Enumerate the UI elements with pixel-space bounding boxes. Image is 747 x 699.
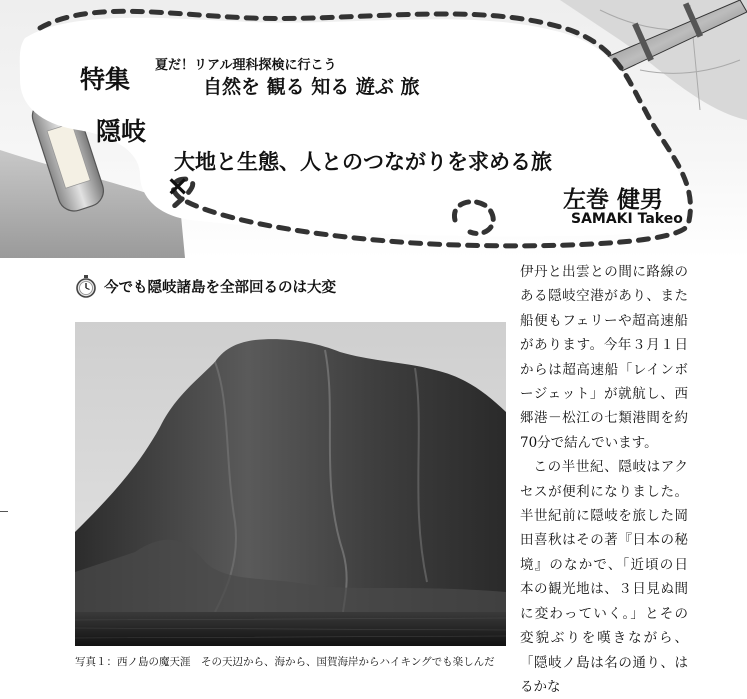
author-romaji: SAMAKI Takeo (571, 211, 683, 227)
article-subtitle: 大地と生態、人とのつながりを求める旅 (174, 150, 552, 174)
author-name: 左巻 健男 (563, 187, 664, 213)
section-heading (74, 273, 336, 299)
margin-mark (0, 511, 8, 512)
headline: 自然を 観る 知る 遊ぶ 旅 (203, 76, 420, 98)
body-paragraph: 伊丹と出雲との間に路線のある隠岐空港があり、また船便もフェリーや超高速船があります。今年３月１日からは超高速船「レインボージェット」が就航し、西郷港－松江の七類港間を約70分で結んでいます。 (520, 264, 688, 451)
article-body (520, 260, 688, 699)
article-header (0, 0, 747, 258)
section-title: 今でも隠岐諸島を全部回るのは大変 (104, 279, 336, 296)
feature-label: 特集 (80, 65, 131, 94)
cross-mark: × (166, 169, 190, 202)
kicker-text: 夏だ！リアル理科探検に行こう (155, 58, 337, 73)
cliff-photo (75, 322, 506, 646)
stopwatch-icon (74, 274, 98, 298)
place-title: 隠岐 (96, 117, 147, 146)
photo-caption: 写真１：西ノ島の魔天涯 その天辺から、海から、国賀海岸からハイキングでも楽しんだ (75, 656, 495, 668)
body-paragraph: この半世紀、隠岐はアクセスが便利になりました。半世紀前に隠岐を旅した岡田喜秋はその著『日本の秘境』のなかで、「近頃の日本の観光地は、３日見ぬ間に変わっていく。」とその変貌ぶりを嘆きながら、「隠岐ノ島は名の通り、はるかな (520, 459, 688, 695)
